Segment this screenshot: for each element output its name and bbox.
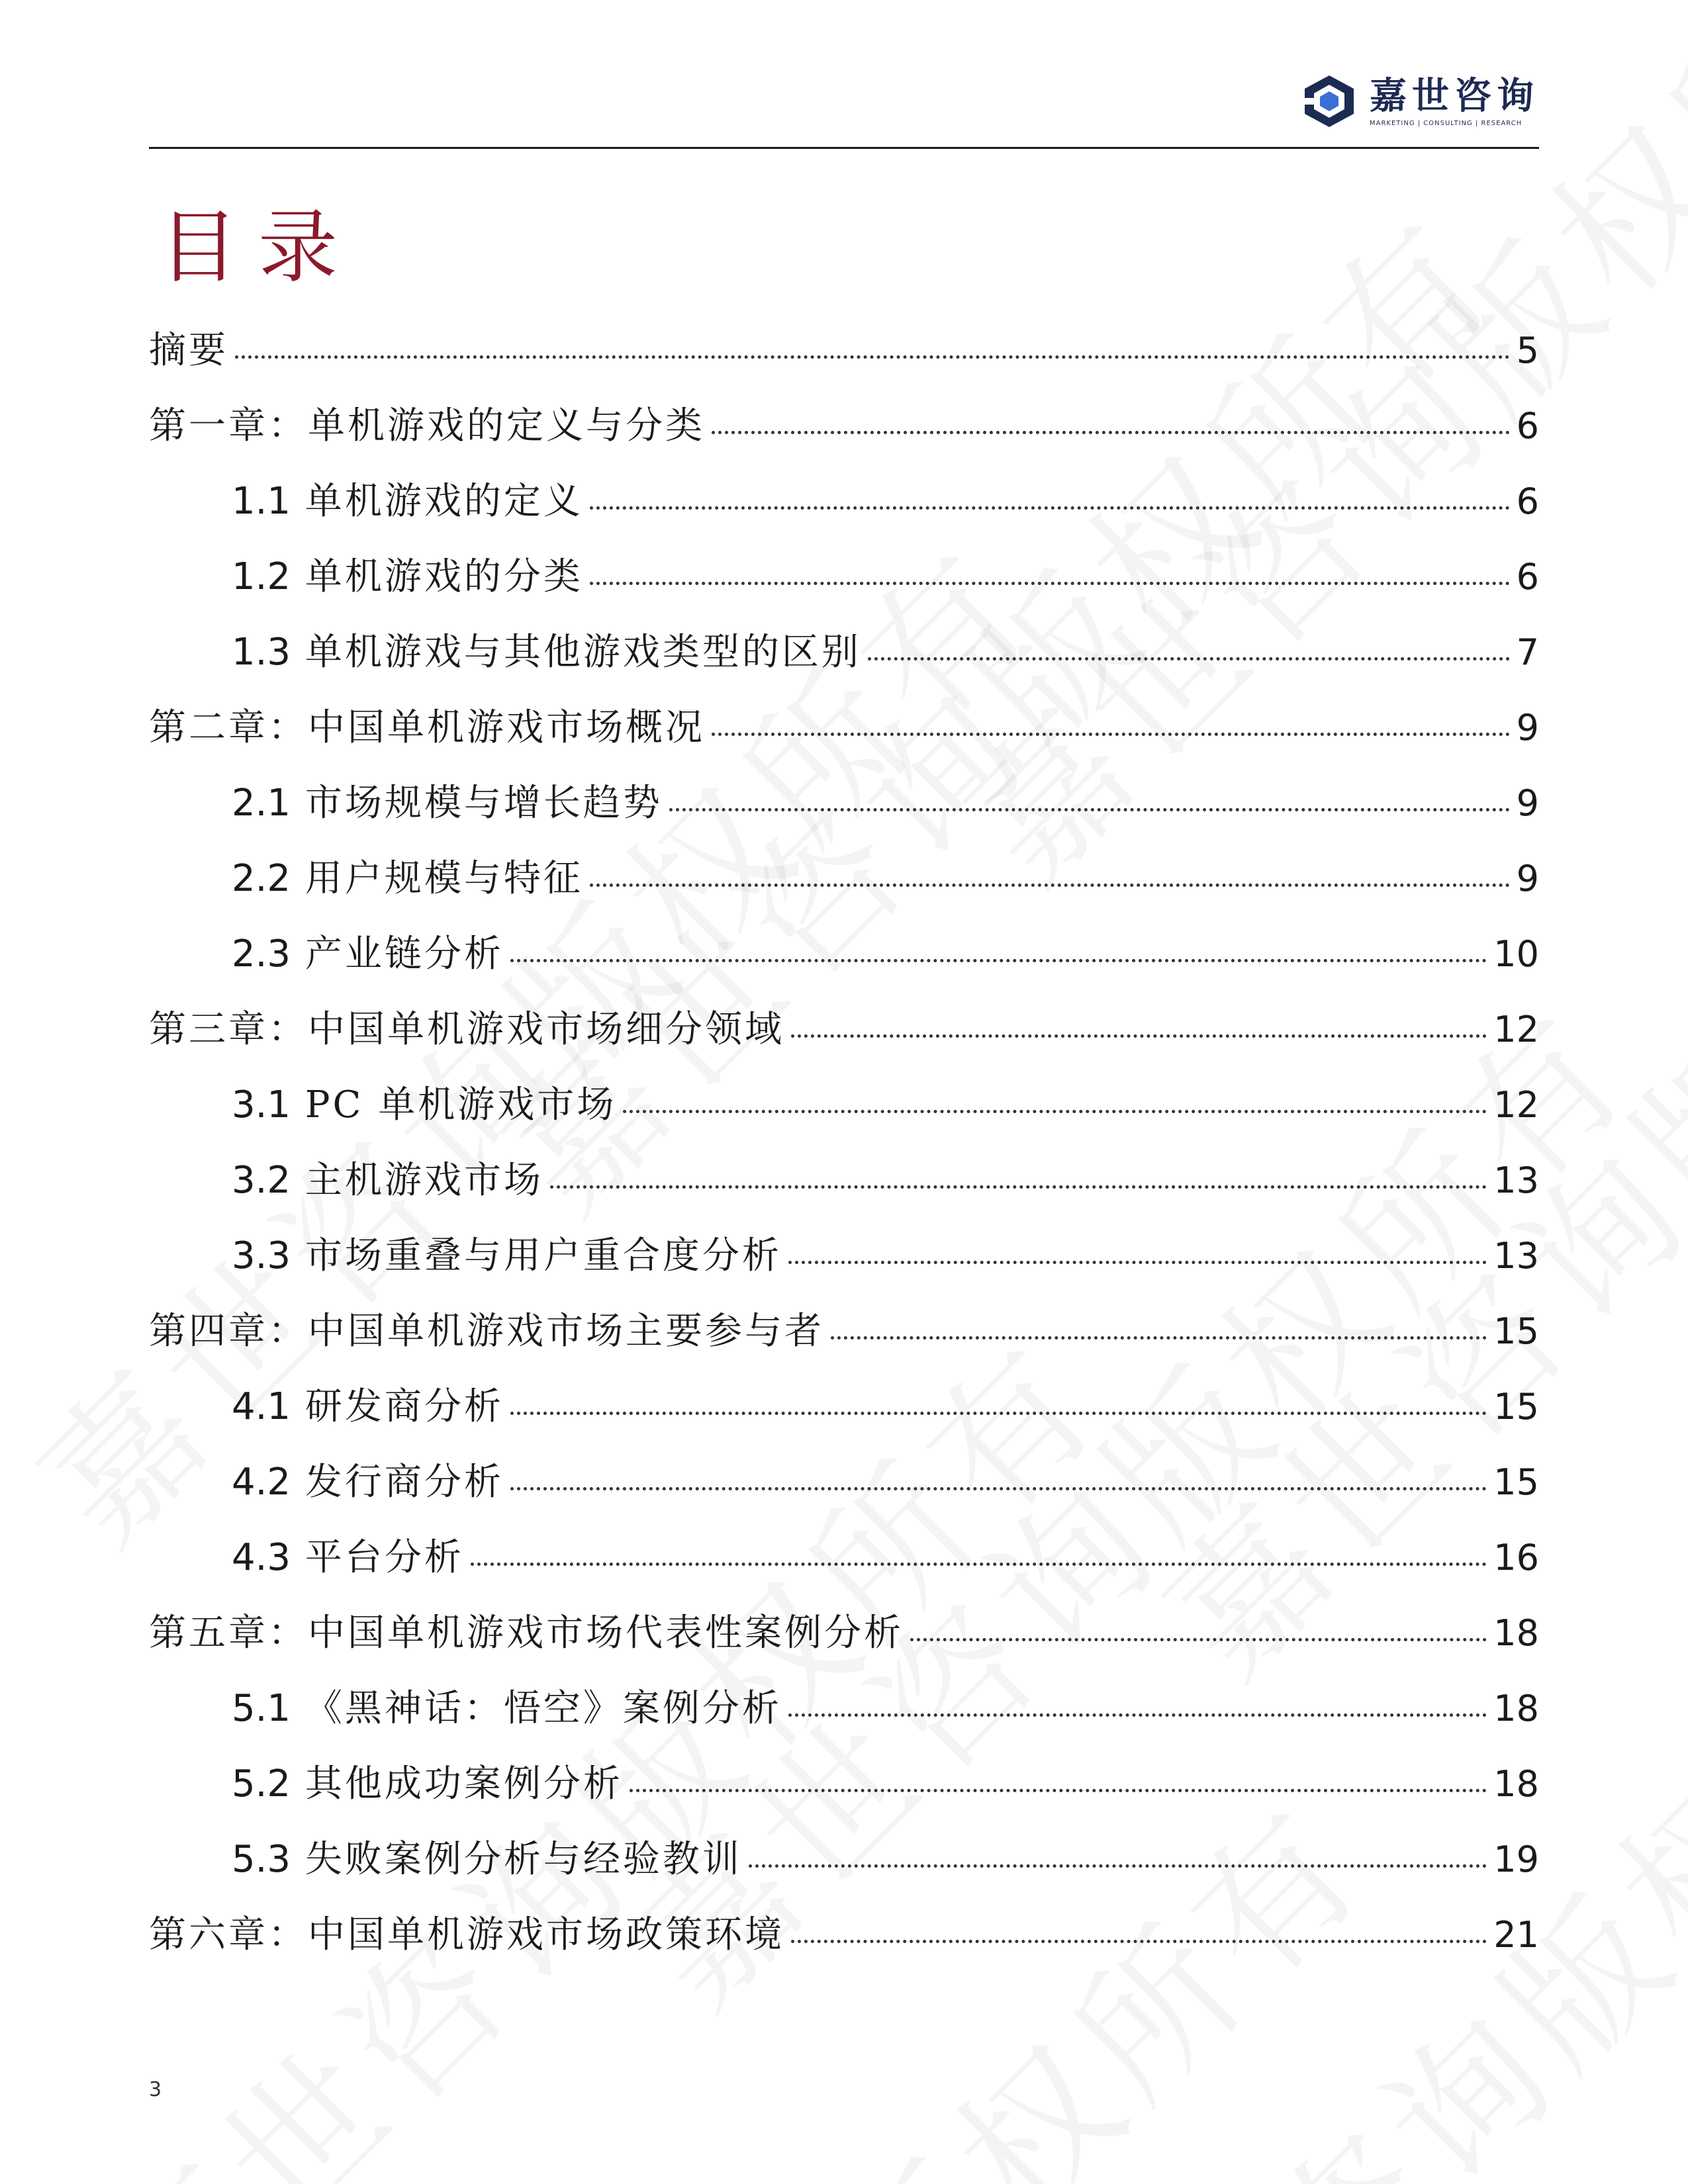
toc-entry-page: 16 <box>1493 1537 1539 1578</box>
toc-entry-page: 10 <box>1493 933 1539 975</box>
toc-entry-page: 7 <box>1516 631 1539 673</box>
dot-leader <box>868 657 1510 660</box>
toc-entry-page: 18 <box>1493 1688 1539 1729</box>
toc-entry[interactable] <box>149 1897 1539 1973</box>
toc-entry-text: 单机游戏与其他游戏类型的区别 <box>305 631 861 674</box>
toc-entry-number: 5.3 <box>232 1838 291 1881</box>
dot-leader <box>590 506 1510 510</box>
toc-entry[interactable] <box>149 1747 1539 1822</box>
dot-leader <box>791 1034 1487 1038</box>
toc-entry-page: 15 <box>1493 1461 1539 1503</box>
dot-leader <box>471 1563 1487 1566</box>
toc-entry-label <box>232 1369 504 1445</box>
toc-entry[interactable] <box>149 1822 1539 1897</box>
toc-entry-label <box>232 766 663 841</box>
toc-entry[interactable] <box>149 1445 1539 1520</box>
toc-entry-page: 12 <box>1493 1084 1539 1126</box>
dot-leader <box>788 1261 1487 1264</box>
toc-entry-page: 6 <box>1516 556 1539 598</box>
toc-entry-page: 15 <box>1493 1310 1539 1352</box>
toc-entry-page: 9 <box>1516 707 1539 749</box>
toc-entry-text: 市场规模与增长趋势 <box>305 782 663 825</box>
toc-entry-label <box>149 690 705 766</box>
toc-entry-page: 19 <box>1493 1839 1539 1880</box>
toc-entry-page: 9 <box>1516 782 1539 824</box>
dot-leader <box>623 1110 1487 1113</box>
logo-name: 嘉世咨询 <box>1370 74 1539 118</box>
toc-entry[interactable] <box>149 464 1539 539</box>
toc-entry-label <box>149 1294 824 1369</box>
dot-leader <box>831 1336 1487 1340</box>
toc-entry-number: 4.3 <box>232 1536 291 1579</box>
toc-entry-text: 单机游戏的定义 <box>305 480 583 523</box>
toc-entry[interactable] <box>149 917 1539 992</box>
header-divider <box>149 147 1539 149</box>
toc-entry-label <box>149 313 228 388</box>
dot-leader <box>510 1487 1487 1490</box>
toc-entry-number: 1.2 <box>232 555 291 598</box>
toc-entry-number: 5.2 <box>232 1762 291 1805</box>
toc-entry-number: 4.1 <box>232 1385 291 1428</box>
toc-entry[interactable] <box>149 841 1539 917</box>
logo-tagline: MARKETING | CONSULTING | RESEARCH <box>1370 119 1523 127</box>
toc-entry-text: 第三章：中国单机游戏市场细分领域 <box>149 1008 784 1051</box>
dot-leader <box>630 1789 1487 1792</box>
toc-entry-number: 1.3 <box>232 631 291 674</box>
toc-entry-text: 《黑神话：悟空》案例分析 <box>305 1687 782 1730</box>
toc-entry-label <box>232 1445 504 1520</box>
toc-entry-label <box>232 1822 742 1897</box>
toc-entry-text: 研发商分析 <box>305 1385 504 1428</box>
toc-entry-label <box>232 1143 543 1218</box>
dot-leader <box>749 1864 1487 1868</box>
toc-entry[interactable] <box>149 615 1539 690</box>
toc-entry-text: 市场重叠与用户重合度分析 <box>305 1234 782 1277</box>
toc-entry-page: 9 <box>1516 858 1539 899</box>
toc-entry-number: 2.2 <box>232 857 291 900</box>
toc-entry-page: 6 <box>1516 480 1539 522</box>
dot-leader <box>910 1638 1487 1641</box>
toc-entry-text: 第一章：单机游戏的定义与分类 <box>149 404 705 447</box>
dot-leader <box>235 355 1510 359</box>
toc-entry-label <box>232 1068 616 1143</box>
toc-entry-number: 1.1 <box>232 480 291 523</box>
toc-entry[interactable] <box>149 1369 1539 1445</box>
toc-entry-page: 6 <box>1516 405 1539 447</box>
toc-entry[interactable] <box>149 690 1539 766</box>
toc-entry-label <box>149 1596 904 1671</box>
toc-entry-page: 12 <box>1493 1009 1539 1050</box>
toc-entry-page: 5 <box>1516 330 1539 371</box>
toc-entry-page: 15 <box>1493 1386 1539 1428</box>
page-header <box>149 66 1539 149</box>
toc-entry-page: 18 <box>1493 1763 1539 1805</box>
dot-leader <box>791 1940 1487 1943</box>
toc-entry-number: 3.3 <box>232 1234 291 1277</box>
dot-leader <box>712 733 1510 736</box>
toc-entry[interactable] <box>149 388 1539 464</box>
toc-entry-text: 发行商分析 <box>305 1461 504 1504</box>
toc-entry-text: 第四章：中国单机游戏市场主要参与者 <box>149 1310 824 1353</box>
toc-entry-label <box>232 1747 623 1822</box>
toc-entry-label <box>232 841 583 917</box>
toc-entry-label <box>232 615 861 690</box>
dot-leader <box>510 959 1487 962</box>
toc-entry-text: 第二章：中国单机游戏市场概况 <box>149 706 705 749</box>
toc-entry-number: 3.1 <box>232 1083 291 1126</box>
toc-entry-label <box>232 1520 464 1596</box>
toc-entry[interactable] <box>149 539 1539 615</box>
toc-entry-label <box>232 464 583 539</box>
toc-entry[interactable] <box>149 1218 1539 1294</box>
toc-entry[interactable] <box>149 1596 1539 1671</box>
dot-leader <box>669 808 1510 811</box>
table-of-contents <box>149 313 1539 1973</box>
toc-entry-text: 第五章：中国单机游戏市场代表性案例分析 <box>149 1612 904 1655</box>
toc-entry[interactable] <box>149 766 1539 841</box>
dot-leader <box>712 431 1510 434</box>
toc-entry-text: 其他成功案例分析 <box>305 1762 623 1805</box>
toc-entry-number: 4.2 <box>232 1461 291 1504</box>
toc-entry-text: 主机游戏市场 <box>305 1159 543 1202</box>
toc-entry-text: 用户规模与特征 <box>305 857 583 900</box>
toc-entry-page: 13 <box>1493 1160 1539 1201</box>
toc-entry-label <box>149 1897 784 1973</box>
dot-leader <box>510 1412 1487 1415</box>
toc-entry-number: 2.3 <box>232 933 291 976</box>
toc-entry[interactable] <box>149 1143 1539 1218</box>
toc-entry[interactable] <box>149 1671 1539 1747</box>
toc-entry-page: 18 <box>1493 1612 1539 1654</box>
toc-entry-text: 平台分析 <box>305 1536 464 1579</box>
dot-leader <box>550 1185 1487 1189</box>
toc-entry-label <box>232 539 583 615</box>
dot-leader <box>590 582 1510 585</box>
company-logo <box>1301 73 1539 130</box>
toc-entry-label <box>149 388 705 464</box>
toc-entry-number: 2.1 <box>232 782 291 825</box>
toc-entry[interactable] <box>149 1294 1539 1369</box>
toc-entry-text: 产业链分析 <box>305 933 504 976</box>
toc-entry-label <box>149 992 784 1068</box>
toc-entry-text: 摘要 <box>149 329 228 372</box>
toc-entry-page: 21 <box>1493 1914 1539 1956</box>
dot-leader <box>788 1713 1487 1717</box>
toc-title: 目录 <box>159 202 357 294</box>
toc-entry-number: 3.2 <box>232 1159 291 1202</box>
logo-icon <box>1301 73 1358 130</box>
toc-entry-label <box>232 917 504 992</box>
toc-entry[interactable] <box>149 1520 1539 1596</box>
toc-entry-page: 13 <box>1493 1235 1539 1277</box>
toc-entry[interactable] <box>149 1068 1539 1143</box>
toc-entry-text: 第六章：中国单机游戏市场政策环境 <box>149 1913 784 1956</box>
toc-entry-text: 失败案例分析与经验教训 <box>305 1838 742 1881</box>
toc-entry-text: 单机游戏的分类 <box>305 555 583 598</box>
toc-entry[interactable] <box>149 313 1539 388</box>
toc-entry-number: 5.1 <box>232 1687 291 1730</box>
toc-entry[interactable] <box>149 992 1539 1068</box>
dot-leader <box>590 884 1510 887</box>
toc-entry-label <box>232 1218 782 1294</box>
toc-entry-label <box>232 1671 782 1747</box>
toc-entry-text: PC 单机游戏市场 <box>305 1083 617 1126</box>
page-number: 3 <box>149 2078 162 2101</box>
